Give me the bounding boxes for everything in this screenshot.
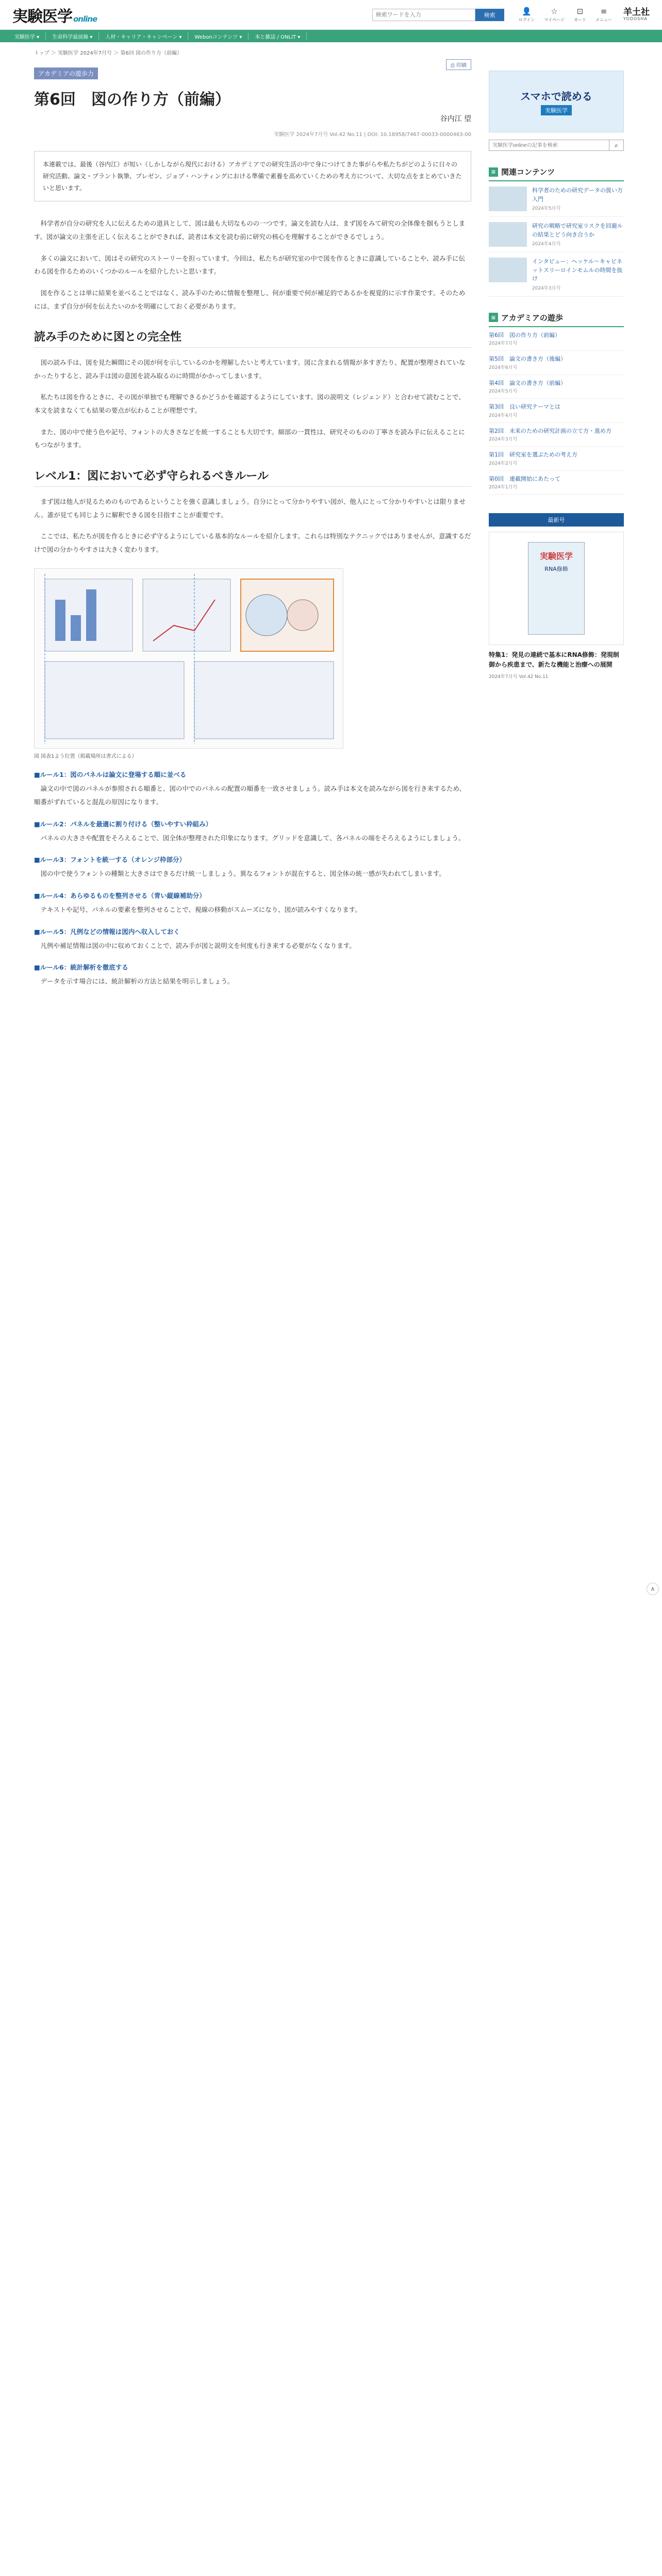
figure-illustration	[35, 569, 344, 749]
related-heading: ≡ 関連コンテンツ	[489, 166, 624, 181]
paragraph: ここでは、私たちが図を作るときに必ず守るようにしている基本的なルールを紹介します。これらは特別なテクニックではありませんが、意識するだけで図の分かりやすさは大きく変わります。	[34, 532, 471, 553]
menu-button[interactable]: ≡ メニュー	[595, 7, 612, 22]
doi: 実験医学 2024年7月号 Vol.42 No.11 | DOI: 10.18958/7467-00033-0000463-00	[274, 132, 471, 138]
publisher-logo[interactable]: 羊土社 YODOSHA	[623, 7, 650, 21]
header-icons	[519, 7, 612, 23]
paragraph: 図の中で使うフォントの種類と大きさはできるだけ統一しましょう。異なるフォントが混在すると、図全体の統一感が失われてしまいます。	[40, 870, 445, 878]
thumbnail	[489, 187, 527, 211]
print-icon: ⎙	[450, 63, 456, 69]
rule-heading: ■ルール4：あらゆるものを整列させる（青い縦線補助分）	[34, 891, 206, 900]
nav-item[interactable]: 人材・キャリア・キャンペーン ▾	[99, 32, 188, 40]
site-logo[interactable]: 実験医学 online	[12, 7, 97, 26]
main-nav	[0, 30, 662, 42]
print-button[interactable]: ⎙ 印刷	[446, 59, 471, 70]
rule-heading: ■ルール5：凡例などの情報は図内へ収入しておく	[34, 927, 180, 936]
series-item[interactable]: 第1回 研究室を選ぶための考え方 2024年2月号	[489, 447, 624, 471]
rule-3	[34, 855, 471, 880]
search-button[interactable]: 検索	[475, 9, 504, 21]
sidebar	[489, 56, 624, 996]
cart-button[interactable]: ⊡ カート	[574, 7, 586, 22]
login-button[interactable]: 👤 ログイン	[518, 7, 535, 22]
paragraph: 論文の中で図のパネルが参照される順番と、図の中でのパネルの配置の順番を一致させましょう。読み手は本文を読みながら図を行き来するため、順番がずれていると混乱の原因になります。	[34, 785, 466, 806]
cart-icon: ⊡	[576, 7, 584, 16]
latest-issue-label: 最新号	[489, 513, 624, 527]
menu-icon: ≡	[600, 7, 607, 16]
mypage-button[interactable]: ☆ マイページ	[544, 7, 565, 22]
rule-6	[34, 962, 471, 988]
rule-heading: ■ルール3：フォントを統一する（オレンジ枠部分）	[34, 856, 186, 864]
rule-2	[34, 819, 471, 845]
sidebar-search	[489, 140, 624, 151]
book-cover: 実験医学 RNA修飾	[528, 542, 585, 635]
paragraph: 科学者が自分の研究を人に伝えるための道具として、図は最も大切なものの一つです。論文を読む人は、まず図をみて研究の全体像を掴もうとします。図が論文の主張を正しく伝えることができれば、読者は本文を読む前に研究の核心を理解することができるでしょう。	[34, 219, 466, 241]
figure-image[interactable]	[34, 568, 343, 749]
article	[34, 56, 471, 996]
rule-heading: ■ルール1：図のパネルは論文に登場する順に並べる	[34, 771, 187, 779]
figure-caption: 図 図表1よう位置（掲載場所は書式による）	[34, 754, 137, 760]
site-header	[0, 0, 662, 30]
rule-heading: ■ルール6：統計解析を徹底する	[34, 963, 128, 972]
author[interactable]: 谷内江 望	[440, 115, 471, 123]
breadcrumb[interactable]: トップ ＞ 実験医学 2024年7月号 ＞ 第6回 図の作り方（前編）	[34, 50, 182, 56]
paragraph: テキストや記号、パネルの要素を整列させることで、視線の移動がスムーズになり、図が読みやすくなります。	[40, 905, 361, 913]
person-icon: 👤	[522, 7, 532, 16]
section-heading: 読み手のために図との完全性	[34, 328, 471, 348]
related-item[interactable]: インタビュー：ヘッケル〜キャビネットスリーロインモムルの時間を抜け 2024年3月号	[489, 252, 624, 297]
paragraph: データを示す場合には、統計解析の方法と結果を明示しましょう。	[40, 977, 234, 986]
related-item[interactable]: 研究の戦略で研究室リスクを回避ルの結果とどう向き合うか 2024年4月号	[489, 217, 624, 252]
paragraph: 図の読み手は、図を見た瞬間にその図が何を示しているのかを理解したいと考えています。図に含まれる情報が多すぎたり、配置が整理されていなかったりすると、読み手は図の意図を読み取るのに時間がかかってしまいます。	[34, 359, 466, 380]
series-item[interactable]: 第4回 論文の書き方（前編） 2024年5月号	[489, 375, 624, 399]
rule-heading: ■ルール2：パネルを最適に割り付ける（整いやすい枠組み）	[34, 820, 212, 828]
paragraph: 凡例や補足情報は図の中に収めておくことで、読み手が図と説明文を何度も行き来する必要がなくなります。	[40, 941, 356, 950]
bookmark-icon: ☆	[551, 7, 558, 16]
paragraph: 多くの論文において、図はその研究のストーリーを担っています。今回は、私たちが研究室の中で図を作るときに意識していることや、読み手に伝わる図を作るためのいくつかのルールを紹介したいと思います。	[34, 254, 466, 276]
rule-1	[34, 770, 471, 808]
series-item[interactable]: 第5回 論文の書き方（後編） 2024年6月号	[489, 351, 624, 375]
search-input[interactable]	[372, 9, 475, 21]
header-search	[372, 9, 504, 21]
paragraph: 図を作ることは単に結果を並べることではなく、読み手のために情報を整理し、何が重要で何が補足的であるかを視覚的に示す作業です。そのためには、まず自分が何を伝えたいのかを明確にしておく必要があります。	[34, 289, 466, 310]
nav-item[interactable]: 実験医学 ▾	[8, 32, 46, 40]
rule-4	[34, 891, 471, 917]
latest-issue-title[interactable]: 特集1：発見の連続で基本にRNA修飾：発現制御から疾患まで、新たな機能と治療への展開	[489, 651, 619, 669]
nav-item[interactable]: 本と雑誌 / ONLIT ▾	[249, 32, 307, 40]
rule-5	[34, 927, 471, 953]
sidebar-search-input[interactable]	[489, 140, 609, 151]
series-item[interactable]: 第2回 未来のための研究計画の立て方・進め方 2024年3月号	[489, 423, 624, 447]
category-badge[interactable]: アカデミアの遊歩力	[34, 67, 98, 79]
series-heading: ≡ アカデミアの遊歩	[489, 312, 624, 327]
summary-box: 本連載では、最後（谷内江）が短い（しかしながら現代における）アカデミアでの研究生活の中で身につけてきた事がらや私たちがどのように日々の研究活動、論文・プラント執筆、プレゼン、ジョブ・ハンティングにおける準備で素養を高めていくための考え方について、大切な点をまとめていきたいと思います。	[34, 151, 471, 201]
paragraph: まず図は他人が見るためのものであるということを強く意識しましょう。自分にとって分かりやすい図が、他人にとって分かりやすいとは限りません。誰が見ても同じように解釈できる図を目指すことが重要です。	[34, 497, 466, 519]
latest-issue-meta: 2024年7月号 Vol.42 No.11	[489, 674, 549, 680]
list-icon: ≡	[489, 313, 498, 322]
series-item[interactable]: 第6回 図の作り方（前編） 2024年7月号	[489, 327, 624, 351]
list-icon: ≡	[489, 167, 498, 177]
chevron-up-icon: ∧	[650, 1585, 655, 1592]
thumbnail	[489, 222, 527, 247]
series-item[interactable]: 第0回 連載開始にあたって 2024年1月号	[489, 471, 624, 495]
nav-item[interactable]: Webonコンテンツ ▾	[188, 32, 249, 40]
latest-issue-cover[interactable]	[489, 532, 624, 645]
section-heading: レベル1：図において必ず守られるべきルール	[34, 467, 471, 487]
search-icon[interactable]: ⌕	[609, 140, 624, 151]
page-title: 第6回 図の作り方（前編）	[34, 91, 230, 109]
paragraph: また、図の中で使う色や記号、フォントの大きさなどを統一することも大切です。細部の一貫性は、研究そのものの丁寧さを読み手に伝えることにもつながります。	[34, 428, 465, 449]
paragraph: パネルの大きさや配置をそろえることで、図全体が整理された印象になります。グリッドを意識して、各パネルの端をそろえるようにしましょう。	[40, 834, 465, 842]
thumbnail	[489, 258, 527, 282]
related-item[interactable]: 科学者のための研究データの扱い方入門 2024年5月号	[489, 181, 624, 217]
nav-item[interactable]: 生命科学最前線 ▾	[46, 32, 99, 40]
app-banner[interactable]: スマホで読める 実験医学	[489, 71, 624, 132]
scroll-top-button[interactable]	[647, 1583, 659, 1595]
series-item[interactable]: 第3回 良い研究テーマとは 2024年4月号	[489, 399, 624, 423]
paragraph: 私たちは図を作るときに、その図が単独でも理解できるかどうかを確認するようにしています。図の説明文（レジェンド）と合わせて読むことで、本文を読まなくても結果の要点が伝わることが理想です。	[34, 393, 465, 415]
